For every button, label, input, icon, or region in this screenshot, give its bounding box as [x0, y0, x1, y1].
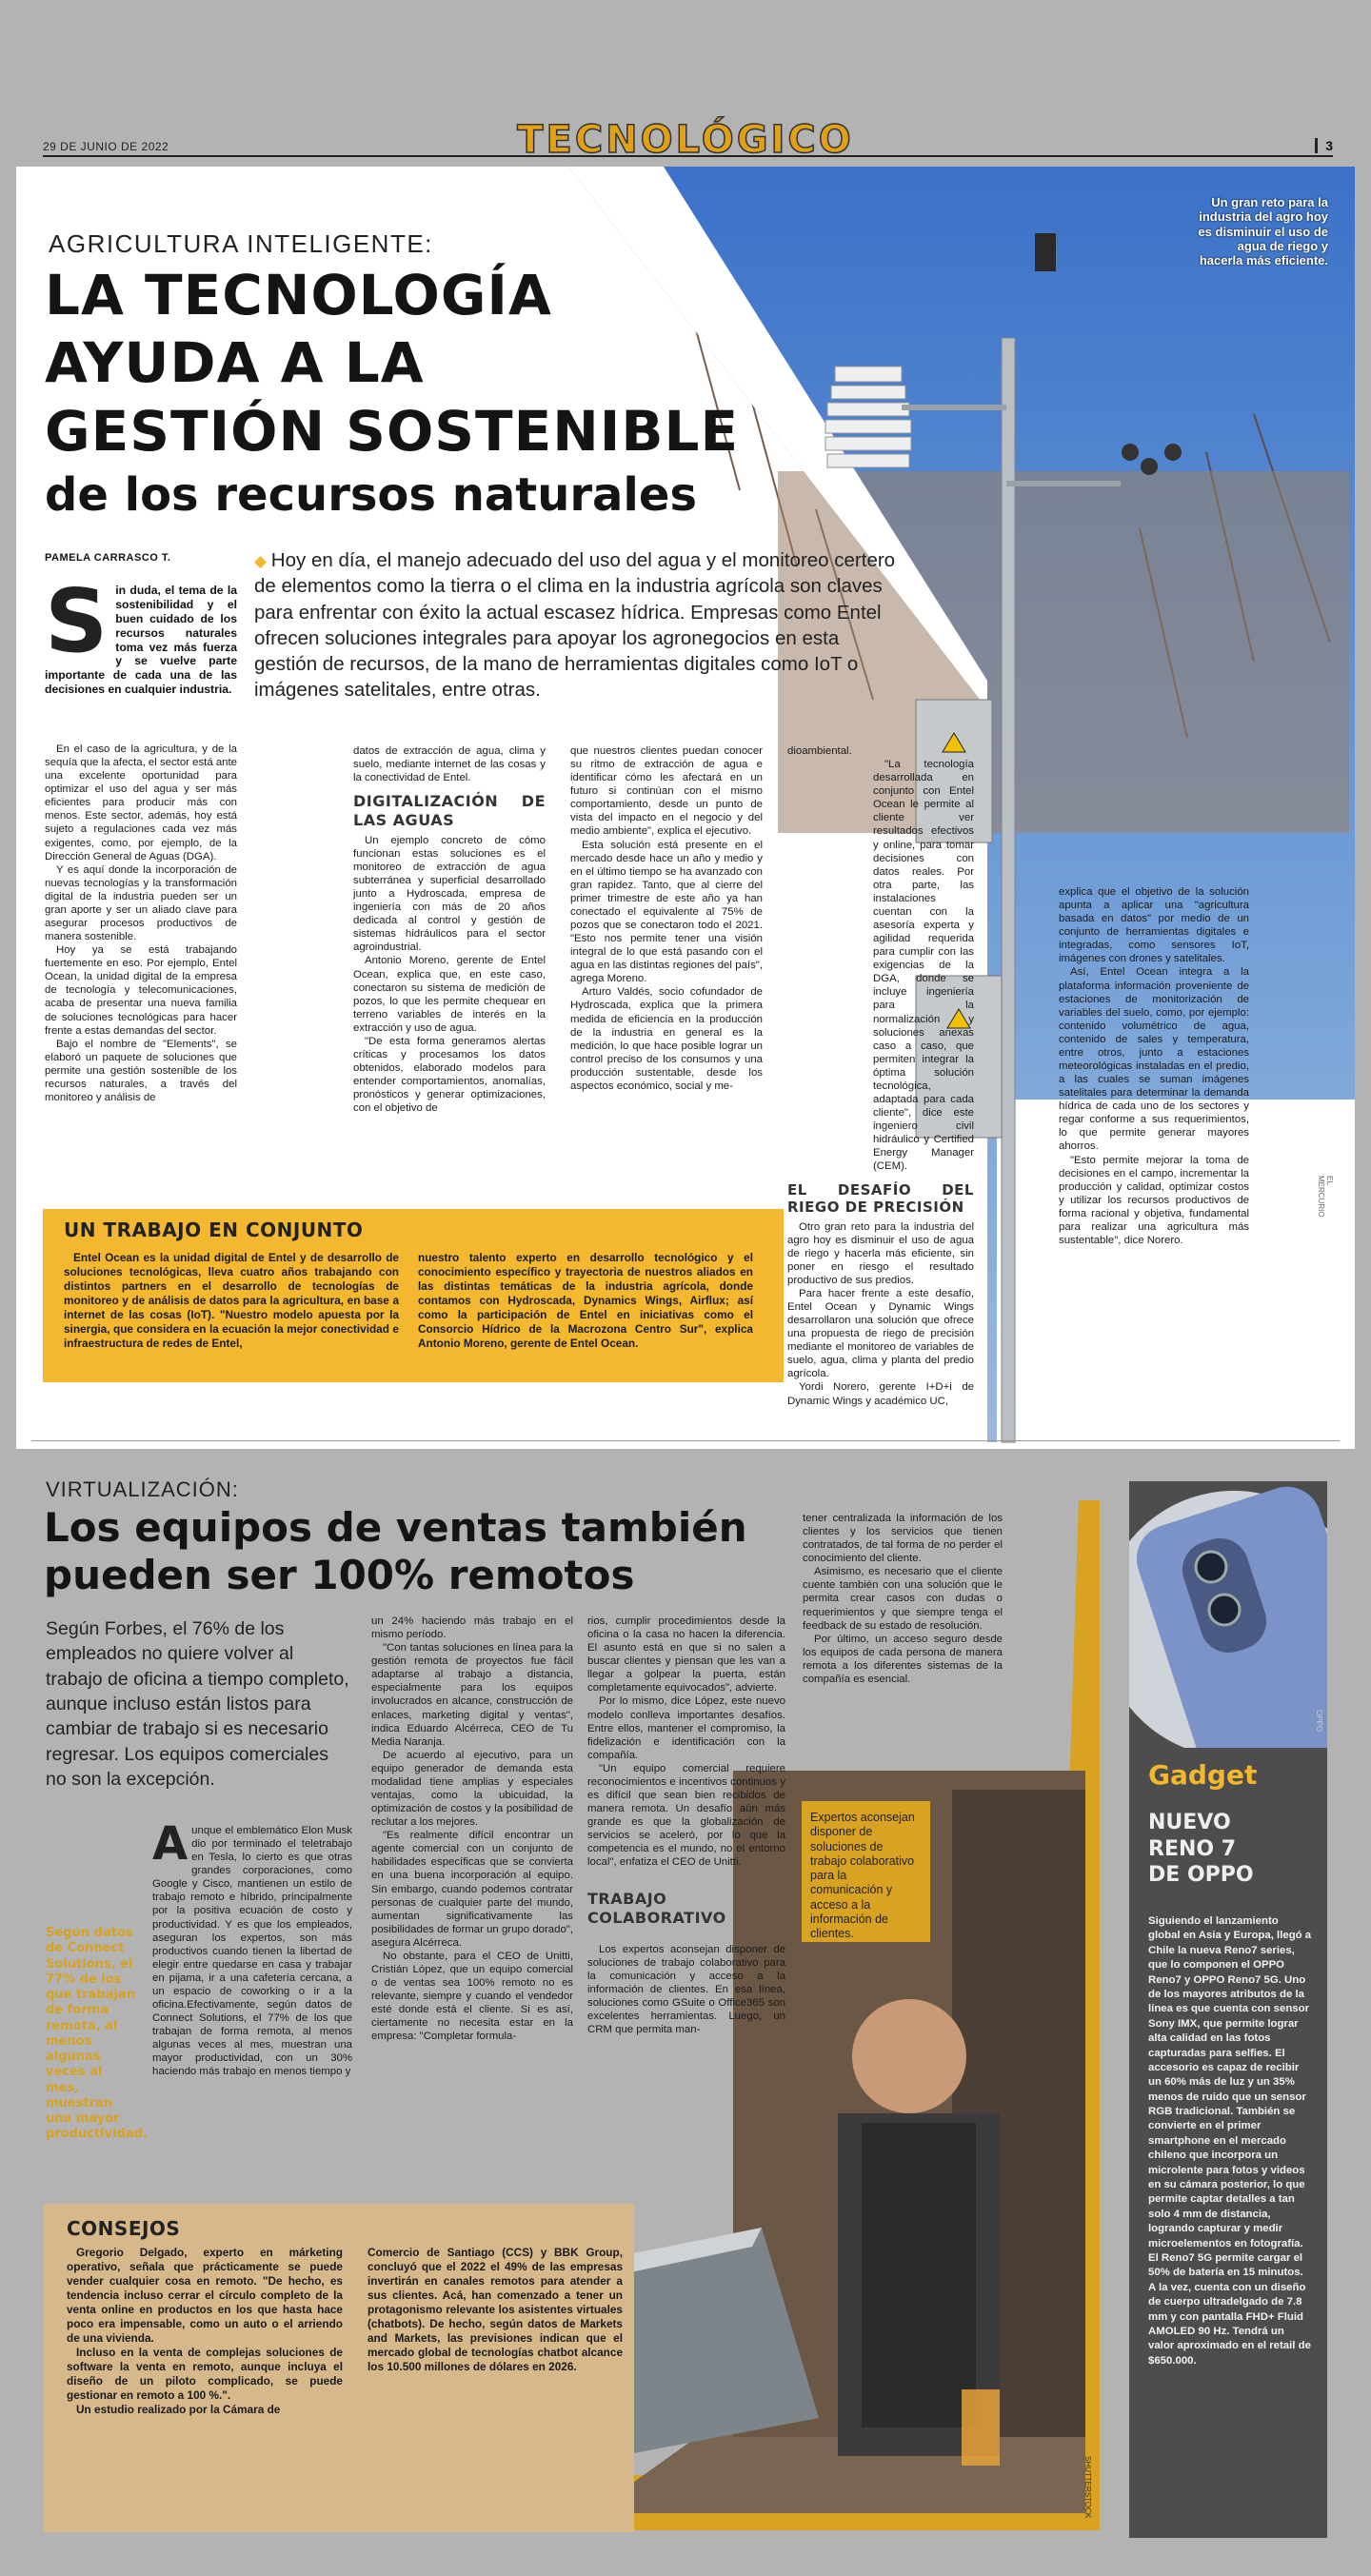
title2-line-1: Los equipos de ventas también: [44, 1504, 747, 1551]
page-number: 3: [1315, 138, 1333, 153]
issue-date: 29 DE JUNIO DE 2022: [43, 140, 169, 153]
col4-p1: "La tecnología desarrollada en conjunto con Entel Ocean le permite al cliente ver resultados efectivos y online, para tomar decisiones con datos reales. Por otra parte, las instalaciones cuentan con la asesoría experta y agilidad requerida para cumplir con las exigencias de la DGA, donde se incluye ingeniería para la normalización y soluciones anexas caso a caso, que permiten integrar la óptima solución tecnológica, adaptada para cada cliente", dice este ingeniero civil hidráulico y Certified Energy Manager (CEM).: [873, 759, 974, 1173]
a2-col2-p1: un 24% haciendo más trabajo en el mismo período.: [371, 1615, 573, 1641]
subhead-colaborativo: TRABAJO COLABORATIVO: [587, 1890, 726, 1928]
consejos-box: [44, 2204, 634, 2532]
intro-text: in duda, el tema de la sostenibilidad y el buen cuidado de los recursos naturales toma vez más fuerza y se vuelve parte importante de cada una de las decisiones en cualquier industria.: [45, 584, 237, 697]
consejos-col2-text: Comercio de Santiago (CCS) y BBK Group, concluyó que el 2022 el 49% de las empresas invertirán en canales remotos para atender a sus clientes. Acá, han comenzado a tener un protagonismo relevante los asistentes virtuales (chatbots). De hecho, según datos de Markets and Markets, las previsiones indican que el mercado global de tecnologías chatbot alcance los 10.500 millones de dólares en 2026.: [368, 2246, 623, 2373]
article-title: [45, 262, 825, 525]
article2-col3: [587, 1615, 785, 2037]
a2-col2-p4: "Es realmente difícil encontrar un agente comercial con un conjunto de habilidades específicas que se convierta en una buena incorporación al equipo. Sin embargo, cuando podemos contratar personas de cualquier parte del mundo, aumentan significativamente las posibilidades de formar un grupo dorado", asegura Alcérreca.: [371, 1830, 573, 1949]
byline: PAMELA CARRASCO T.: [45, 552, 171, 564]
article1-bottom-rule: [31, 1440, 1340, 1441]
article2-col2: [371, 1615, 573, 2044]
gadget-body: Siguiendo el lanzamiento global en Asia y Europa, llegó a Chile la nueva Reno7 series, que lo componen el OPPO Reno7 y OPPO Reno7 5G. Uno de los mayores atributos de la línea es que cuenta con sensor Sony IMX, que permite lograr alta calidad en las fotos capturadas para selfies. El accesorio es capaz de recibir un 60% más de luz y un 35% menos de ruido que un sensor RGB tradicional. También se convierte en el primer smartphone en el mercado chileno que incorpora un microlente para fotos y videos en su cámara posterior, lo que permite captar detalles a tan solo 4 mm de distancia, logrando capturar y medir microelementos en fotografía. El Reno7 5G permite cargar el 50% de batería en 15 minutos. A la vez, cuenta con un diseño de cuerpo ultradelgado de 7.8 mm y con pantalla FHD+ Fluid AMOLED 90 Hz. Tendrá un valor aproximado en el retail de $650.000.: [1148, 1915, 1312, 2367]
lead-paragraph: [254, 547, 902, 703]
consejos-p2: Incluso en la venta de complejas soluciones de software la venta en remoto, aunque incluya el diseño de un piloto complicado, se puede gestionar en remoto a 100 %.".: [67, 2345, 343, 2402]
article-kicker: AGRICULTURA INTELIGENTE:: [49, 229, 433, 258]
a2-col4-p1: tener centralizada la información de los clientes y los servicios que tienen contratados, de tal forma de no perder el conocimiento del cliente.: [803, 1513, 1003, 1565]
a2-col1-p1: unque el emblemático Elon Musk dio por terminado el teletrabajo en Tesla, lo cierto es que otras grandes corporaciones, como Google y Cisco, mantienen un estilo de trabajo remoto e híbrido, principalmente por la positiva ecuación de costo y productividad. Y es que los empleados, aseguran los expertos, son más productivos cuando tienen la libertad de elegir entre quedarse en casa y trabajar en pijama, ir a una cafetería cercana, a un espacio de coworking o ir a la oficina.Efectivamente, según datos de Connect Solutions, el 77% de los que trabajan de forma remota, al menos algunas veces al mes, muestran una mayor productividad, con un 30% haciendo más trabajo en menos tiempo y: [152, 1825, 352, 2078]
box-col2-text: nuestro talento experto en desarrollo tecnológico y el conocimiento específico y trayectoria de nuestros aliados en las distintas temáticas de la industria agrícola, donde contamos con Hydroscada, Dynamics Wings, Airflux; así como la participación de Entel en iniciativas como el Consorcio Hídrico de la Macrozona Centro Sur", explica Antonio Moreno, gerente de Entel Ocean.: [418, 1251, 753, 1350]
col3-p2: Esta solución está presente en el mercado desde hace un año y medio y en el último tiempo se ha avanzado con gran rapidez. Tanto, que al cierre del primer trimestre de este año ya han conectado el equivalente al 75% de pozos que se conectaron todo el 2021. "Esto nos permite tener una visión integral de lo que está pasando con el agua en las distintas regiones del país", agrega Moreno.: [570, 839, 763, 985]
box-title: UN TRABAJO EN CONJUNTO: [64, 1219, 364, 1241]
a2-col3-p1: rios, cumplir procedimientos desde la oficina o la casa no hacen la diferencia. El asunto está en que si no salen a buscar clientes y piensan que les van a llegar a golpear la puerta, están completamente equivocados", advierte.: [587, 1615, 785, 1694]
title-line-1: LA TECNOLOGÍA: [45, 263, 552, 327]
title2-line-2: pueden ser 100% remotos: [44, 1552, 635, 1599]
gadget-title: [1148, 1810, 1320, 1889]
col4-p2: Otro gran reto para la industria del agro hoy es disminuir el uso de agua de riego y hacerla más eficiente, sin poner en riesgo el resultado productivo de sus predios.: [787, 1220, 974, 1286]
callout-text: Expertos aconsejan disponer de soluciones de trabajo colaborativo para la comunicación y acceso a la información de clientes.: [810, 1811, 915, 1940]
a2-col3-p3: "Un equipo comercial requiere reconocimientos e incentivos continuos y es difícil que sean bien recibidos de manera remota. Un desafío aún más grande es que la globalización de servicios se aceleró, por lo que la competencia es el mundo, no el entorno local", enfatiza el CEO de Unitti.: [587, 1762, 785, 1869]
a2-col2-p3: De acuerdo al ejecutivo, para un equipo generador de demanda esta modalidad tiene amplias y especiales ventajas, como la ubicuidad, la optimización de costos y la posibilidad de reclutar a los mejores.: [371, 1749, 573, 1829]
col1-p2: Y es aquí donde la incorporación de nuevas tecnologías y la transformación digital de la industria pueden ser un gran aporte y ser un aliado clave para asegurar procesos productivos de manera sostenible.: [45, 863, 237, 943]
col3-p3: Arturo Valdés, socio cofundador de Hydroscada, explica que la primera medida de eficiencia en la producción de la industria en general es la medición, lo que hace posible lograr un control preciso de los consumos y una producción sustentable, desde los aspectos económico, social y me-: [570, 986, 763, 1092]
article1-col1: [45, 743, 237, 1104]
col2-p3: "De esta forma generamos alertas críticas y procesamos los datos obtenidos, elaborado modelos para entender comportamientos, anomalías, pronósticos y generar optimizaciones, con el objetivo de: [353, 1035, 546, 1115]
col2-top: datos de extracción de agua, clima y suelo, mediante internet de las cosas y la conectividad de Entel.: [353, 745, 546, 784]
consejos-col1: [67, 2246, 343, 2417]
col2-p2: Antonio Moreno, gerente de Entel Ocean, explica que, en este caso, conectaron su sistema de medición de pozos, lo que les permite chequear en terreno variables de interés en la extracción y uso de agua.: [353, 955, 546, 1034]
article-virtualizacion: [0, 1466, 1109, 2542]
title-line-3: GESTIÓN SOSTENIBLE: [45, 398, 740, 464]
a2-col3-p2: Por lo mismo, dice López, este nuevo modelo conlleva importantes desafíos. Entre ellos, mantener el compromiso, la fidelización e identificación con la compañía.: [587, 1695, 785, 1761]
side-quote: Según datos de Connect Solutions, el 77% de los que trabajan de forma remota, al menos algunas veces al mes, muestran una mayor productividad.: [46, 1926, 148, 2142]
gadget-title-line-2: RENO 7: [1148, 1836, 1237, 1861]
gadget-title-line-1: NUEVO: [1148, 1811, 1231, 1834]
diamond-bullet-icon: ◆: [254, 552, 271, 570]
drop-cap: S: [45, 570, 109, 672]
gadget-title-line-3: DE OPPO: [1148, 1863, 1254, 1887]
box-col1-text: Entel Ocean es la unidad digital de Entel y de desarrollo de soluciones tecnológicas, lleva cuatro años trabajando con distintos partners en el desarrollo de tecnologías de monitoreo y de análisis de datos para la agricultura, en base a internet de las cosas (IoT). "Nuestro modelo apuesta por la sinergia, que considera en la ecuación la mejor conectividad e infraestructura de redes de Entel,: [64, 1251, 399, 1350]
col1-p1: En el caso de la agricultura, y de la sequía que la afecta, el sector está ante una excelente oportunidad para optimizar el uso del agua y ser más eficientes para producir más con menos. Este sector, además, hoy está sujeto a regulaciones cada vez más exigentes, como, por ejemplo, de la Dirección General de Aguas (DGA).: [45, 743, 238, 862]
drop-cap-a: A: [152, 1817, 189, 1871]
col5-p1: explica que el objetivo de la solución apunta a aplicar una "agricultura basada en datos" por medio de un conjunto de herramientas digitales e integradas, como sensores IoT, imágenes con drones y satelitales.: [1059, 886, 1249, 965]
article2-col1: [152, 1817, 352, 2078]
consejos-p3: Un estudio realizado por la Cámara de: [76, 2402, 281, 2416]
gadget-label: Gadget: [1148, 1759, 1258, 1791]
consejos-p1: Gregorio Delgado, experto en márketing operativo, señala que prácticamente se puede vender cualquier cosa en remoto. "De hecho, es tendencia incluso cerrar el círculo completo de la venta online en productos en los que hasta hace poco era impensable, como un auto o el arriendo de una vivienda.: [67, 2246, 343, 2345]
col5-p2: Así, Entel Ocean integra a la plataforma información proveniente de estaciones de monitorización de variables del suelo, como, por ejemplo: contenido volumétrico de agua, contenido de sales y temperatura, entre otros, junto a estaciones meteorológicas instaladas en el predio, a las cuales se suman imágenes satelitales para determinar la demanda hídrica de cada uno de los sectores y regar conforme a sus requerimientos, lo que permite generar mayores ahorros.: [1059, 966, 1249, 1153]
col2-p1: Un ejemplo concreto de cómo funcionan estas soluciones es el monitoreo de extracción de agua subterránea y superficial desarrollado junto a Hydroscada, empresa de ingeniería con más de 20 años dedicada al control y gestión de sistemas hidráulicos para el sector agroindustrial.: [353, 834, 546, 954]
article2-kicker: VIRTUALIZACIÓN:: [46, 1477, 239, 1501]
article2-lead: Según Forbes, el 76% de los empleados no quiere volver al trabajo de oficina a tiempo completo, aunque incluso están listos para cambiar de trabajo si es necesario regresar. Los equipos comerciales no son la excepción.: [46, 1618, 349, 1790]
subhead-digitalizacion: DIGITALIZACIÓN DE LAS AGUAS: [353, 792, 546, 829]
article1-col5: [1059, 885, 1249, 1247]
article1-col4: [787, 744, 974, 1408]
box-col1: [64, 1251, 399, 1351]
article-agricultura: [16, 167, 1355, 1449]
trabajo-conjunto-box: [43, 1209, 784, 1382]
lead-text: Hoy en día, el manejo adecuado del uso del agua y el monitoreo certero de elementos como la tierra o el clima en la industria agrícola son claves para enfrentar con éxito la actual escasez hídrica. Empresas como Entel ofrecen soluciones integrales para apoyar los agronegocios en esta gestión de recursos, de la mano de herramientas digitales como IoT o imágenes satelitales, entre otras.: [254, 549, 896, 702]
consejos-title: CONSEJOS: [67, 2217, 181, 2240]
intro-block: [45, 570, 237, 697]
a2-col4-p2: Asimismo, es necesario que el cliente cuente también con una solución que le permita crear casos con dudas o requerimientos y que siempre tenga el feedback de su estado de resolución.: [803, 1566, 1003, 1632]
col4-p4: Yordi Norero, gerente I+D+i de Dynamic Wings y académico UC,: [787, 1381, 974, 1407]
gadget-sidebar: [1129, 1481, 1327, 2538]
photo-credit: EL MERCURIO: [1317, 1176, 1334, 1218]
col4-p3: Para hacer frente a este desafío, Entel Ocean y Dynamic Wings desarrollaron una solución que ofrece una propuesta de riego de precisión mediante el monitoreo de variables de suelo, agua, clima y planta del predio agrícola.: [787, 1287, 974, 1380]
article2-title: [44, 1504, 825, 1600]
article1-col3: [570, 744, 763, 1093]
title-subline: de los recursos naturales: [45, 467, 698, 522]
col3-p1: que nuestros clientes puedan conocer su ritmo de extracción de agua e identificar cómo les afectará en un futuro si continúan con el mismo comportamiento, desde un punto de vista del impacto en el negocio y del medio ambiente", explica el ejecutivo.: [570, 745, 763, 838]
callout-box: [802, 1801, 930, 1942]
phone-image: [1129, 1481, 1327, 1748]
col4-top: dioambiental.: [787, 745, 852, 757]
article1-col2: [353, 744, 546, 1115]
photo-caption: Un gran reto para la industria del agro hoy es disminuir el uso de agua de riego y hacerla más eficiente.: [1198, 195, 1328, 268]
consejos-col2: [368, 2246, 623, 2374]
a2-col4-p3: Por último, un acceso seguro desde los equipos de cada persona de manera remota a los diferentes sistemas de la compañía es esencial.: [803, 1633, 1003, 1685]
a2-col2-p2: "Con tantas soluciones en línea para la gestión remota de proyectos fue fácil adaptarse al trabajo a distancia, especialmente para los equipos involucrados en alcance, construcción de enlaces, marketing digital y ventas", indica Eduardo Alcérreca, CEO de Tu Media Naranja.: [371, 1642, 573, 1748]
article2-col4: [803, 1512, 1003, 1686]
title-line-2: AYUDA A LA: [45, 330, 425, 396]
col5-p3: "Esto permite mejorar la toma de decisiones en el campo, incrementar la producción y calidad, optimizar costos y utilizar los recursos productivos de forma racional y objetiva, fundamental para realizar una agricultura más sustentable", dice Norero.: [1059, 1154, 1249, 1247]
photo-credit-2: SHUTTERSTOCK: [1083, 2456, 1092, 2519]
a2-col2-p5: No obstante, para el CEO de Unitti, Cristián López, que un equipo comercial o de ventas sea 100% remoto no es relevante, siempre y cuando el vendedor esté donde está el cliente. Si es así, ciertamente no necesita estar en la empresa: "Completar formula-: [371, 1950, 573, 2043]
box-col2: [418, 1251, 753, 1351]
masthead: TECNOLÓGICO: [517, 118, 854, 162]
col1-p3: Hoy ya se está trabajando fuertemente en eso. Por ejemplo, Entel Ocean, la unidad digital de la empresa de tecnología y telecomunicaciones, acaba de presentar una nueva familia de soluciones tecnológicas para hacer frente a estas demandas del sector.: [45, 944, 237, 1037]
a2-col3-p4: Los expertos aconsejan disponer de soluciones de trabajo colaborativo para la comunicación y acceso a la información de clientes. En esa línea, soluciones como GSuite o Office365 son excelentes herramientas. Luego, un CRM que permita man-: [587, 1943, 785, 2036]
gadget-credit: OPPO: [1315, 1710, 1323, 1733]
col1-p4: Bajo el nombre de "Elements", se elaboró un paquete de soluciones que permite una gestión sostenible de los recursos naturales, a través del monitoreo y análisis de: [45, 1038, 237, 1104]
subhead-riego: EL DESAFÍO DEL RIEGO DE PRECISIÓN: [787, 1180, 974, 1217]
